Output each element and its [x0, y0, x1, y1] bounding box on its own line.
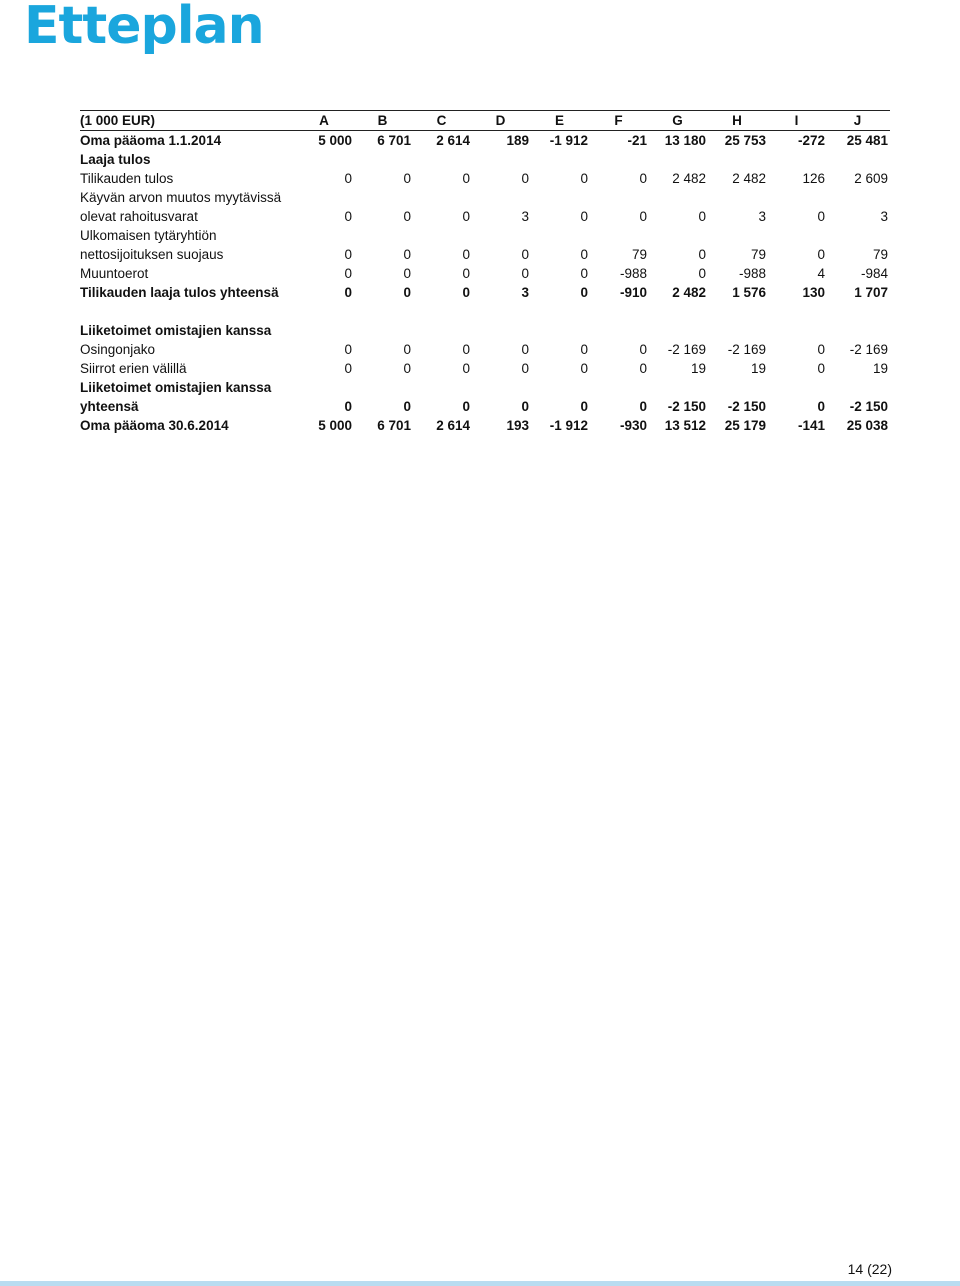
table-row	[80, 359, 890, 378]
cell-i	[768, 302, 827, 321]
cell-i: 126	[802, 171, 825, 186]
table-row	[80, 150, 890, 169]
column-header: G	[649, 111, 708, 131]
row-label: Muuntoerot	[80, 266, 149, 281]
table-row	[80, 283, 890, 302]
cell-a: 0	[344, 342, 352, 357]
row-label: Ulkomaisen tytäryhtiön	[80, 228, 217, 243]
cell-b	[354, 150, 413, 169]
cell-j	[827, 302, 890, 321]
cell-j: -984	[860, 266, 888, 281]
cell-h	[708, 188, 768, 207]
cell-j: 25 038	[846, 418, 888, 433]
cell-i: 4	[817, 266, 825, 281]
cell-f: 0	[639, 171, 647, 186]
cell-h	[708, 150, 768, 169]
cell-d: 3	[521, 209, 529, 224]
cell-j	[827, 188, 890, 207]
cell-e	[531, 226, 590, 245]
cell-e: 0	[580, 171, 588, 186]
cell-d: 3	[521, 285, 529, 300]
cell-f: 79	[631, 247, 647, 262]
cell-j: -2 169	[849, 342, 888, 357]
cell-c: 2 614	[436, 133, 470, 148]
cell-i: 0	[817, 247, 825, 262]
row-label: Käyvän arvon muutos myytävissä	[80, 190, 282, 205]
cell-j	[827, 321, 890, 340]
cell-f: -910	[619, 285, 647, 300]
cell-f: 0	[639, 399, 647, 414]
cell-f	[590, 321, 649, 340]
cell-f: -930	[619, 418, 647, 433]
cell-b: 0	[403, 266, 411, 281]
cell-d	[472, 302, 531, 321]
cell-b	[354, 321, 413, 340]
row-label: yhteensä	[80, 399, 139, 414]
cell-a	[296, 302, 354, 321]
cell-b	[354, 226, 413, 245]
cell-c: 0	[462, 399, 470, 414]
cell-j: 3	[880, 209, 888, 224]
column-header: B	[354, 111, 413, 131]
cell-f	[590, 226, 649, 245]
cell-h: 79	[750, 247, 766, 262]
table-row	[80, 416, 890, 435]
row-label: Liiketoimet omistajien kanssa	[80, 323, 272, 338]
cell-d: 0	[521, 399, 529, 414]
row-label: Tilikauden tulos	[80, 171, 174, 186]
cell-e	[531, 302, 590, 321]
cell-d: 193	[506, 418, 529, 433]
cell-d: 0	[521, 342, 529, 357]
cell-d	[472, 188, 531, 207]
cell-h: 1 576	[732, 285, 766, 300]
cell-i: 0	[817, 342, 825, 357]
cell-g: 0	[698, 209, 706, 224]
cell-a: 0	[344, 171, 352, 186]
cell-j: -2 150	[849, 399, 888, 414]
cell-j	[827, 378, 890, 397]
cell-g: 13 512	[664, 418, 706, 433]
column-header: J	[827, 111, 890, 131]
column-header: I	[768, 111, 827, 131]
table-row	[80, 169, 890, 188]
cell-h	[708, 226, 768, 245]
cell-g: 2 482	[672, 285, 706, 300]
equity-statement-table	[80, 111, 890, 435]
cell-h: 3	[758, 209, 766, 224]
cell-a	[296, 226, 354, 245]
cell-a	[296, 188, 354, 207]
cell-f: -988	[619, 266, 647, 281]
cell-c	[413, 378, 472, 397]
cell-f	[590, 150, 649, 169]
cell-a	[296, 150, 354, 169]
table-row	[80, 378, 890, 397]
cell-a	[296, 378, 354, 397]
cell-f: -21	[627, 133, 647, 148]
column-header: H	[708, 111, 768, 131]
cell-d	[472, 226, 531, 245]
cell-b: 6 701	[377, 418, 411, 433]
row-label: Osingonjako	[80, 342, 156, 357]
cell-g: 0	[698, 266, 706, 281]
cell-h	[708, 378, 768, 397]
cell-a: 0	[344, 266, 352, 281]
row-label: Oma pääoma 30.6.2014	[80, 418, 229, 433]
cell-b: 0	[403, 247, 411, 262]
cell-b	[354, 378, 413, 397]
cell-c	[413, 150, 472, 169]
table-row	[80, 264, 890, 283]
cell-e: 0	[580, 342, 588, 357]
cell-e: 0	[580, 247, 588, 262]
cell-b	[354, 188, 413, 207]
cell-j: 19	[872, 361, 888, 376]
cell-f	[590, 302, 649, 321]
cell-d	[472, 321, 531, 340]
equity-statement-table-wrapper	[80, 110, 890, 435]
cell-a: 0	[344, 247, 352, 262]
cell-e: 0	[580, 399, 588, 414]
bottom-accent-bar	[0, 1281, 960, 1286]
cell-b: 0	[403, 361, 411, 376]
row-label: nettosijoituksen suojaus	[80, 247, 224, 262]
cell-g: 13 180	[664, 133, 706, 148]
cell-g	[649, 226, 708, 245]
column-header: D	[472, 111, 531, 131]
row-label: Oma pääoma 1.1.2014	[80, 133, 222, 148]
cell-a: 0	[344, 285, 352, 300]
cell-i: -272	[797, 133, 825, 148]
cell-d	[472, 378, 531, 397]
cell-e	[531, 188, 590, 207]
cell-i: 0	[817, 399, 825, 414]
cell-a	[296, 321, 354, 340]
cell-g	[649, 150, 708, 169]
table-row	[80, 340, 890, 359]
row-label: Laaja tulos	[80, 152, 151, 167]
cell-b: 0	[403, 209, 411, 224]
cell-e	[531, 321, 590, 340]
cell-f: 0	[639, 209, 647, 224]
cell-i	[768, 378, 827, 397]
cell-e	[531, 378, 590, 397]
table-row	[80, 131, 890, 151]
cell-g: -2 169	[667, 342, 706, 357]
cell-g: -2 150	[667, 399, 706, 414]
cell-i: 0	[817, 361, 825, 376]
row-label: olevat rahoitusvarat	[80, 209, 198, 224]
cell-c	[413, 188, 472, 207]
column-header: A	[296, 111, 354, 131]
cell-a: 0	[344, 399, 352, 414]
cell-e: -1 912	[549, 133, 588, 148]
cell-h: 19	[750, 361, 766, 376]
cell-h: 2 482	[732, 171, 766, 186]
cell-f: 0	[639, 342, 647, 357]
cell-j	[827, 226, 890, 245]
cell-c: 0	[462, 266, 470, 281]
cell-b	[354, 302, 413, 321]
cell-c: 2 614	[436, 418, 470, 433]
cell-j: 79	[872, 247, 888, 262]
cell-e: -1 912	[549, 418, 588, 433]
table-row	[80, 188, 890, 207]
cell-b: 0	[403, 171, 411, 186]
cell-f	[590, 188, 649, 207]
row-label	[80, 302, 296, 321]
cell-c: 0	[462, 285, 470, 300]
table-row	[80, 321, 890, 340]
cell-e: 0	[580, 361, 588, 376]
table-row	[80, 207, 890, 226]
cell-a: 0	[344, 361, 352, 376]
cell-j: 1 707	[854, 285, 888, 300]
cell-c: 0	[462, 247, 470, 262]
cell-i: -141	[797, 418, 825, 433]
cell-h: -2 169	[727, 342, 766, 357]
cell-h	[708, 321, 768, 340]
cell-a: 5 000	[318, 133, 352, 148]
cell-i: 130	[802, 285, 825, 300]
cell-h: -2 150	[727, 399, 766, 414]
unit-label: (1 000 EUR)	[80, 111, 296, 131]
cell-d: 0	[521, 266, 529, 281]
column-header: F	[590, 111, 649, 131]
cell-c: 0	[462, 171, 470, 186]
cell-h	[708, 302, 768, 321]
cell-i	[768, 321, 827, 340]
cell-d: 0	[521, 361, 529, 376]
cell-i: 0	[817, 209, 825, 224]
cell-e	[531, 150, 590, 169]
cell-i	[768, 226, 827, 245]
cell-g	[649, 302, 708, 321]
cell-b: 6 701	[377, 133, 411, 148]
cell-d: 0	[521, 171, 529, 186]
column-header: E	[531, 111, 590, 131]
cell-b: 0	[403, 342, 411, 357]
cell-c	[413, 302, 472, 321]
column-header: C	[413, 111, 472, 131]
page-number: 14 (22)	[847, 1261, 892, 1277]
table-header-row	[80, 111, 890, 131]
table-row	[80, 226, 890, 245]
cell-c	[413, 321, 472, 340]
spacer-row	[80, 302, 890, 321]
cell-h: -988	[738, 266, 766, 281]
cell-a: 0	[344, 209, 352, 224]
cell-a: 5 000	[318, 418, 352, 433]
cell-g: 0	[698, 247, 706, 262]
cell-g: 19	[690, 361, 706, 376]
cell-c	[413, 226, 472, 245]
cell-b: 0	[403, 285, 411, 300]
cell-i	[768, 150, 827, 169]
cell-i	[768, 188, 827, 207]
cell-f	[590, 378, 649, 397]
cell-h: 25 179	[724, 418, 766, 433]
table-body	[80, 131, 890, 436]
row-label: Tilikauden laaja tulos yhteensä	[80, 285, 279, 300]
cell-g	[649, 321, 708, 340]
cell-e: 0	[580, 266, 588, 281]
cell-j	[827, 150, 890, 169]
table-row	[80, 397, 890, 416]
row-label: Siirrot erien välillä	[80, 361, 187, 376]
table-row	[80, 245, 890, 264]
row-label: Liiketoimet omistajien kanssa	[80, 380, 272, 395]
cell-g	[649, 378, 708, 397]
cell-g	[649, 188, 708, 207]
cell-j: 2 609	[854, 171, 888, 186]
cell-h: 25 753	[724, 133, 766, 148]
cell-c: 0	[462, 209, 470, 224]
cell-e: 0	[580, 209, 588, 224]
cell-e: 0	[580, 285, 588, 300]
cell-b: 0	[403, 399, 411, 414]
cell-d: 189	[506, 133, 529, 148]
cell-c: 0	[462, 361, 470, 376]
cell-d	[472, 150, 531, 169]
cell-g: 2 482	[672, 171, 706, 186]
cell-d: 0	[521, 247, 529, 262]
cell-c: 0	[462, 342, 470, 357]
etteplan-logo: Etteplan	[24, 0, 264, 56]
cell-f: 0	[639, 361, 647, 376]
cell-j: 25 481	[846, 133, 888, 148]
